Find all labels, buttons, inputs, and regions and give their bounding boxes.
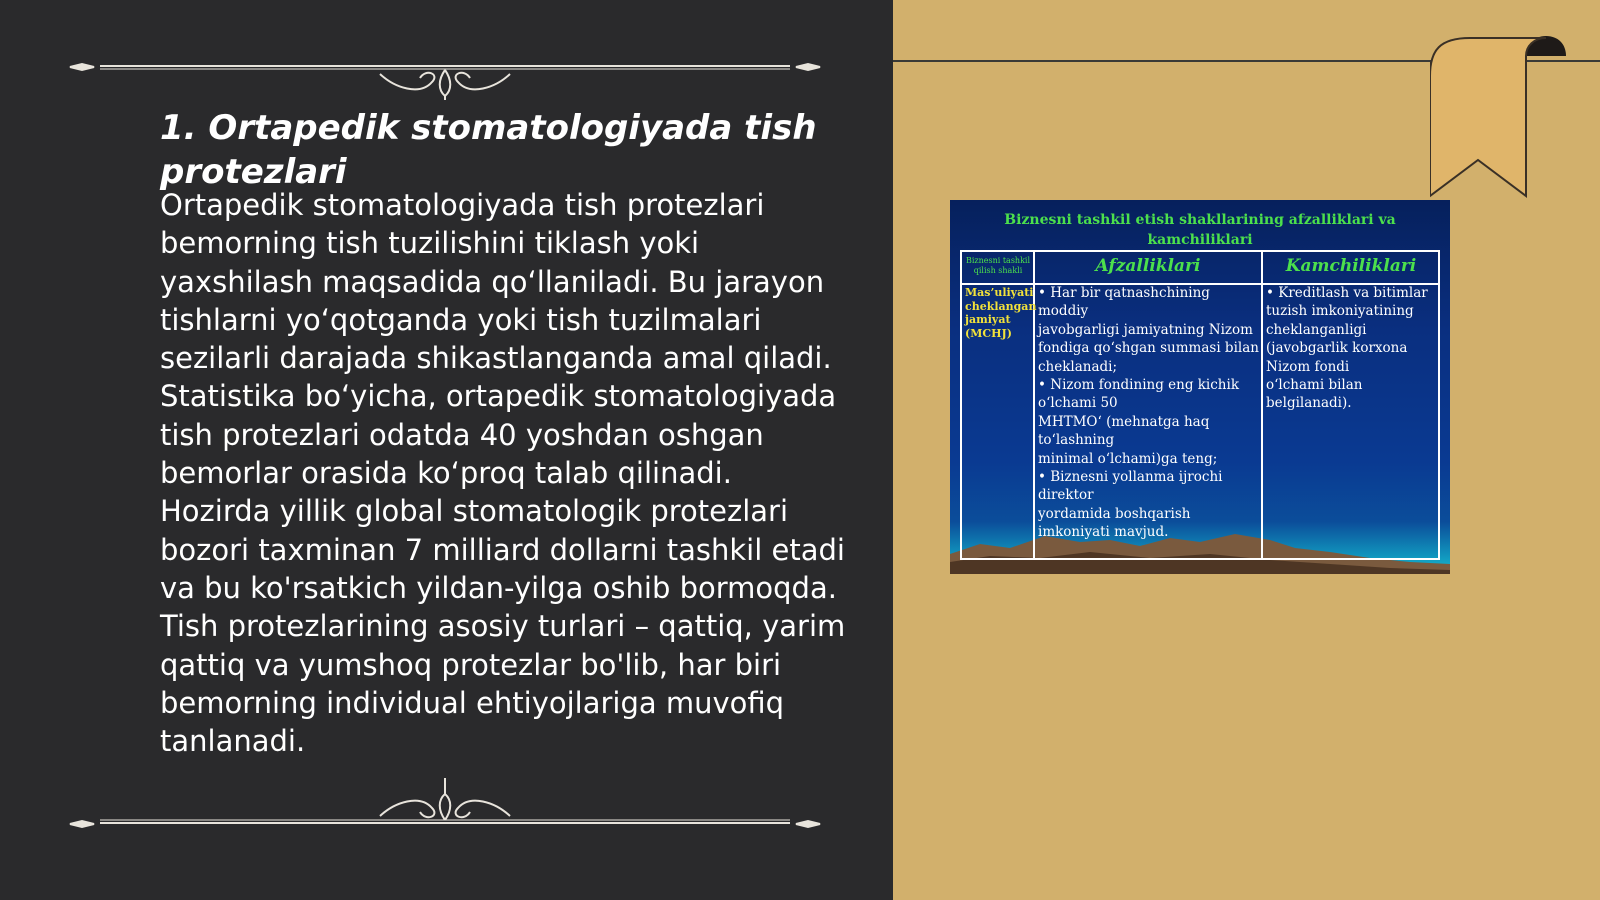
table-cell-advantages: • Har bir qatnashchining moddiy javobgarligi jamiyatning Nizom fondiga qo‘shgan summasi bilan cheklanadi; • Nizom fondining eng kichik o‘lchami 50 MHTMO‘ (mehnatga haq to‘lashning minimal o‘lchami)ga teng; • Biznesni yollanma ijrochi direktor yordamida boshqarish imkoniyati mavjud. (1038, 285, 1259, 541)
embedded-table-image (950, 200, 1450, 574)
table-cell-disadvantages: • Kreditlash va bitimlar tuzish imkoniyatining cheklanganligi (javobgarlik korxona Nizom fondi o‘lchami bilan belgilanadi). (1266, 285, 1428, 412)
table-header-form: Biznesni tashkil qilish shakli (965, 256, 1031, 275)
bottom-ornament-divider (60, 770, 830, 830)
table-header-disadvantages: Kamchiliklari (1285, 256, 1417, 276)
slide-title: 1. Ortapedik stomatologiyada tish protezlari (160, 108, 817, 192)
slide-body-text: Ortapedik stomatologiyada tish protezlari bemorning tish tuzilishini tiklash yoki yaxshilash maqsadida qo‘llaniladi. Bu jarayon tishlarni yo‘qotganda yoki tish tuzilmalari sezilarli darajada shikastlanganda amal qiladi. Statistika bo‘yicha, ortapedik stomatologiyada tish protezlari odatda 40 yoshdan oshgan bemorlar orasida ko‘proq talab qilinadi. Hozirda yillik global stomatologik protezlari bozori taxminan 7 milliard dollarni tashkil etadi va bu ko'rsatkich yildan-yilga oshib bormoqda. Tish protezlarining asosiy turlari – qattiq, yarim qattiq va yumshoq protezlar bo'lib, har biri bemorning individual ehtiyojlariga muvofiq tanlanadi. (160, 188, 846, 759)
top-ornament-divider (60, 40, 830, 100)
table-header-advantages: Afzalliklari (1095, 256, 1201, 276)
table-row-label: Mas’uliyati cheklangan jamiyat (MCHJ) (965, 286, 1037, 340)
bookmark-ribbon-icon (1430, 36, 1590, 200)
embedded-image-title: Biznesni tashkil etish shakllarining afzalliklari va kamchiliklari (1004, 212, 1396, 248)
